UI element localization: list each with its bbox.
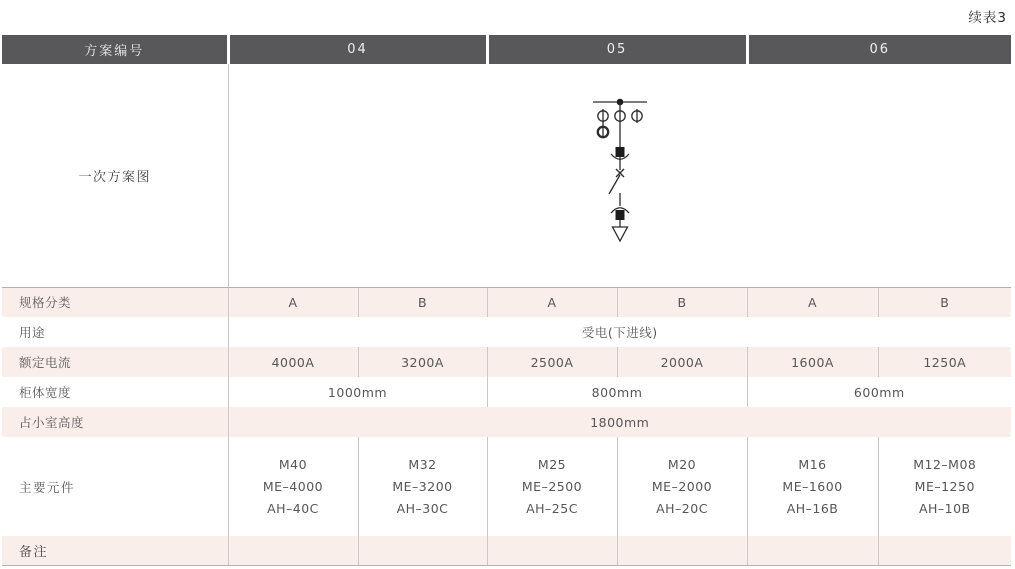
row-label-primary-diagram: 一次方案图: [2, 64, 228, 287]
breaker-blade: [609, 175, 620, 194]
drawout-contact-lower: [611, 208, 629, 220]
single-line-diagram: [585, 94, 655, 246]
header-col-06: 06: [747, 35, 1011, 64]
row-label: 占小室高度: [2, 407, 228, 437]
cable-terminal-triangle: [612, 227, 627, 241]
cell-04a: A: [228, 287, 358, 317]
scheme-spec-table: [2, 35, 1011, 566]
cell-06a: 1600A: [747, 347, 878, 377]
cell-06a: A: [747, 287, 878, 317]
row-remarks: [2, 536, 1011, 565]
row-label: 柜体宽度: [2, 377, 228, 407]
primary-diagram-cell: [228, 64, 1011, 287]
cell-04b: 3200A: [358, 347, 487, 377]
row-label: 用途: [2, 317, 228, 347]
cell-04b: B: [358, 287, 487, 317]
header-col-04: 04: [228, 35, 487, 64]
cell-04b: M32 ME–3200 AH–30C: [358, 437, 487, 536]
row-compartment-height: [2, 407, 1011, 437]
row-spec-class: [2, 287, 1011, 317]
cell-06b: 1250A: [878, 347, 1011, 377]
cell-06a: M16 ME–1600 AH–16B: [747, 437, 878, 536]
cell-04: 1000mm: [228, 377, 487, 407]
cell-06b: M12–M08 ME–1250 AH–10B: [913, 456, 977, 516]
row-main-components: [2, 437, 1011, 536]
cell-06: 600mm: [853, 384, 905, 400]
cell-05a: 2500A: [487, 347, 617, 377]
cell-04b: [358, 536, 487, 565]
header-scheme-number: 方案编号: [2, 35, 228, 64]
cell-05b: M20 ME–2000 AH–20C: [617, 437, 747, 536]
row-usage: [2, 317, 1011, 347]
header-col-05: 05: [487, 35, 747, 64]
cell-05: 800mm: [487, 377, 747, 407]
row-label: 主要元件: [2, 437, 228, 536]
cell-04a: [228, 536, 358, 565]
row-label: 备注: [2, 536, 228, 565]
row-rated-current: [2, 347, 1011, 377]
cell-06b: B: [878, 287, 1011, 317]
circuit-breaker-icon: [609, 169, 624, 206]
height-value: 1800mm: [228, 407, 1011, 437]
cell-06b: [878, 536, 1011, 565]
row-label: 规格分类: [2, 287, 228, 317]
row-label: 额定电流: [2, 347, 228, 377]
header-row: [2, 35, 1011, 64]
cell-05b: B: [617, 287, 747, 317]
cell-04a: 4000A: [228, 347, 358, 377]
cell-05a: M25 ME–2500 AH–25C: [487, 437, 617, 536]
cell-05b: 2000A: [617, 347, 747, 377]
cell-05a: [487, 536, 617, 565]
row-primary-diagram: [2, 64, 1011, 287]
cell-06a: [747, 536, 878, 565]
continuation-table-label: 续表3: [968, 10, 1007, 26]
cell-04a: M40 ME–4000 AH–40C: [228, 437, 358, 536]
row-cabinet-width: [2, 377, 1011, 407]
usage-value: 受电(下进线): [581, 325, 658, 340]
cell-05a: A: [487, 287, 617, 317]
cell-05b: [617, 536, 747, 565]
